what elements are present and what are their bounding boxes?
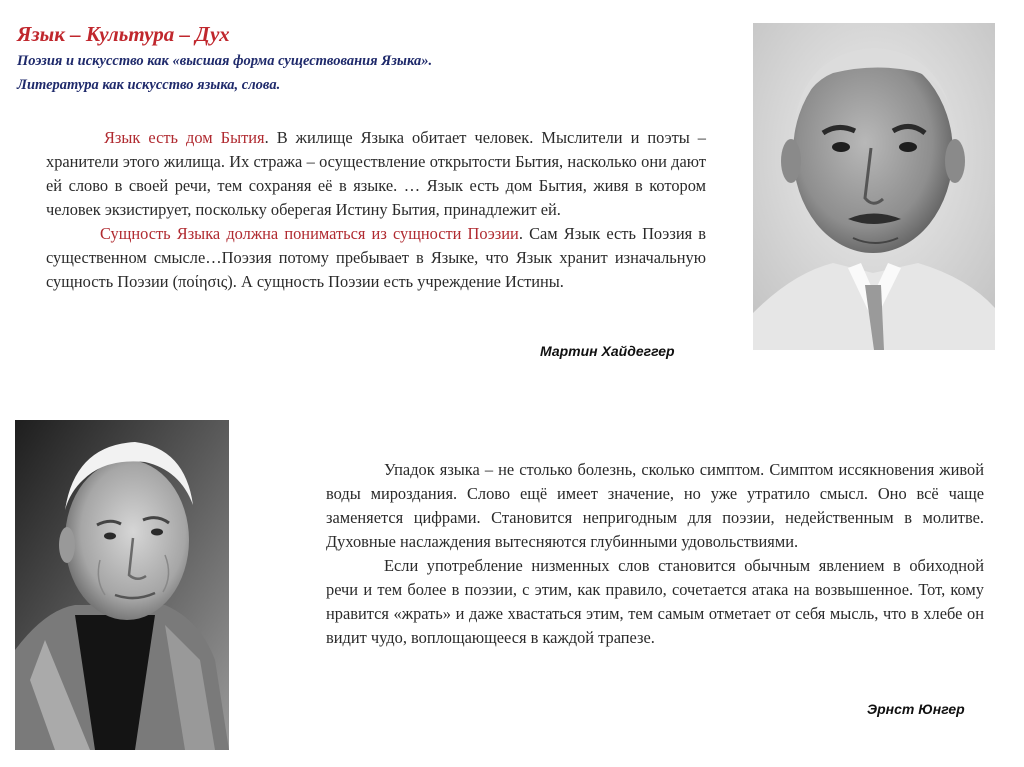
junger-paragraph-2: Если употребление низменных слов становится обычным явлением в обиходной речи и тем более в поэзии, с этим, как правило, сочетается атака на возвышенное. Тот, кому нравится «жрать» и даже хвастаться этим, тем самым отметает от себя мысль, что в хлебе он видит чудо, воплощающееся в каждой трапезе. — [326, 556, 984, 647]
highlighted-phrase: Язык есть дом Бытия — [104, 128, 265, 147]
paragraph-text: . Сам Язык есть Поэзия в существенном смысле…Поэзия потому пребывает в Языке, что Язык хранит изначальную сущность Поэзии (ποίησις). А сущность Поэзии есть учреждение Истины. — [46, 224, 707, 291]
subtitle-line-1: Поэзия и искусство как «высшая форма существования Языка». — [17, 53, 433, 69]
heidegger-paragraph-1 — [46, 126, 706, 222]
portrait-illustration — [15, 420, 229, 750]
heidegger-portrait — [753, 23, 995, 350]
subtitle-line-2: Литература как искусство языка, слова. — [17, 77, 281, 93]
heidegger-quote — [46, 126, 706, 294]
heidegger-paragraph-2 — [46, 222, 706, 294]
portrait-illustration — [753, 23, 995, 350]
junger-paragraph-1: Упадок языка – не столько болезнь, сколько симптом. Симптом иссякновения живой воды мироздания. Слово ещё имеет значение, но уже утратило смысл. Оно всё чаще заменяется цифрами. Становится непригодным для поэзии, недейственным в молитве. Духовные наслаждения вытесняются глубинными удовольствиями. — [326, 460, 984, 551]
paragraph-text: . В жилище Языка обитает человек. Мыслители и поэты – хранители этого жилища. Их стража – осуществление открытости Бытия, насколько они дают ей слово в своей речи, тем сохраняя её в языке. … Язык есть дом Бытия, живя в котором человек экзистирует, поскольку оберегая Истину Бытия, принадлежит ей. — [46, 128, 707, 219]
highlighted-phrase: Сущность Языка должна пониматься из сущности Поэзии — [100, 224, 519, 243]
junger-portrait — [15, 420, 229, 750]
junger-quote — [326, 458, 984, 650]
slide-title: Язык – Культура – Дух — [17, 22, 230, 46]
junger-attribution: Эрнст Юнгер — [867, 701, 965, 717]
heidegger-attribution: Мартин Хайдеггер — [540, 343, 675, 359]
